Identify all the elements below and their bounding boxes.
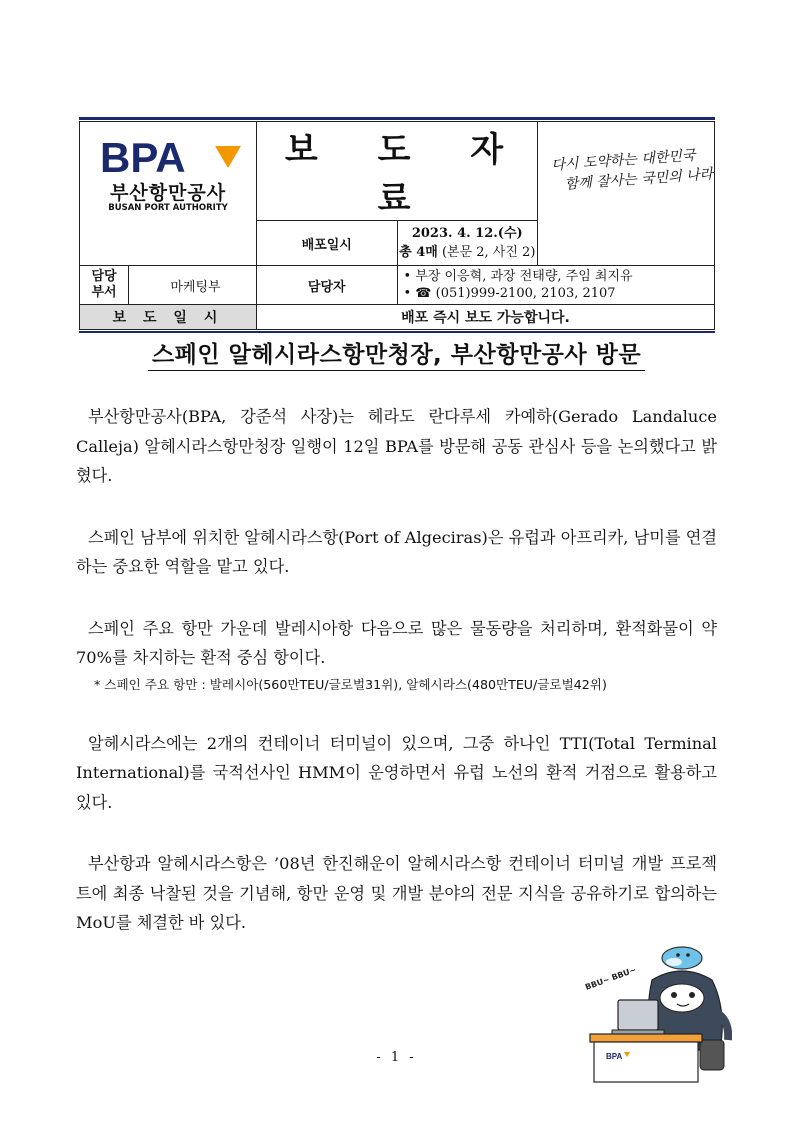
desk-logo: BPA: [606, 1052, 623, 1061]
paragraph-1: 부산항만공사(BPA, 강준석 사장)는 헤라도 란다루세 카예하(Gerado Landaluce Calleja) 알헤시라스항만청장 일행이 12일 BPA를 방문해 공동 관심사 등을 논의했다고 밝혔다.: [76, 407, 717, 485]
page-number: - 1 -: [376, 1050, 417, 1065]
article-body: [76, 402, 717, 938]
dept-value: 마케팅부: [170, 279, 221, 295]
page-detail: (본문 2, 사진 2): [441, 245, 536, 260]
paragraph-2: 스페인 남부에 위치한 알헤시라스항(Port of Algeciras)은 유럽과 아프리카, 남미를 연결하는 중요한 역할을 맡고 있다.: [76, 527, 717, 576]
slogan-cell: [538, 122, 715, 266]
contact-phone: • ☎ (051)999-2100, 2103, 2107: [403, 286, 616, 301]
logo-cell: [80, 122, 257, 266]
contact-label: 담당자: [257, 266, 398, 305]
logo-korean-name: 부산항만공사: [109, 182, 227, 204]
contact-people: • 부장 이응혁, 과장 전태량, 주임 최지유: [403, 269, 633, 284]
dept-row-cell: [80, 266, 257, 305]
logo-english-name: BUSAN PORT AUTHORITY: [108, 203, 228, 213]
headline: [0, 336, 793, 369]
press-release-header: [79, 117, 715, 333]
header-top-rule: [79, 117, 715, 120]
headline-text: 스페인 알헤시라스항만청장, 부산항만공사 방문: [148, 342, 645, 371]
logo-text: BPA: [100, 138, 186, 178]
dist-date-cell: [397, 221, 538, 266]
paragraph-3: 스페인 주요 항만 가운데 발레시아항 다음으로 많은 물동량을 처리하며, 환적화물이 약 70%를 차지하는 환적 중심 항이다.: [76, 618, 717, 667]
header-bottom-rule: [79, 331, 715, 333]
bpa-mascot-illustration: [582, 940, 732, 1090]
slogan-line-2: 함께 잘사는 국민의 나라: [564, 166, 714, 193]
paragraph-5: 부산항과 알헤시라스항은 ’08년 한진해운이 알헤시라스항 컨테이너 터미널 개발 프로젝트에 최종 낙찰된 것을 기념해, 항만 운영 및 개발 분야의 전문 지식을 공유하기로 합의하는 MoU를 체결한 바 있다.: [76, 854, 717, 932]
dist-date-label: 배포일시: [257, 221, 398, 266]
footnote: * 스페인 주요 항만 : 발레시아(560만TEU/글로벌31위), 알헤시라스(480만TEU/글로벌42위): [94, 676, 607, 692]
page-count: 총 4매: [399, 245, 438, 260]
government-slogan: [551, 144, 714, 195]
bpa-logo-icon: [100, 138, 243, 178]
report-date-label: 보 도 일 시: [80, 305, 257, 330]
dept-label: 담당 부서: [80, 266, 129, 304]
dist-date-value: 2023. 4. 12.(수): [411, 226, 523, 241]
slogan-line-1: 다시 도약하는 대한민국: [550, 147, 696, 174]
header-table: [79, 121, 715, 330]
mascot-speech: BBU~ BBU~: [583, 965, 638, 992]
report-date-value: 배포 즉시 보도 가능합니다.: [257, 305, 715, 330]
contact-cell: [397, 266, 715, 305]
paragraph-4: 알헤시라스에는 2개의 컨테이너 터미널이 있으며, 그중 하나인 TTI(Total Terminal International)를 국적선사인 HMM이 운영하면서 유럽 노선의 환적 거점으로 활용하고 있다.: [76, 733, 717, 812]
doc-title: 보 도 자 료: [257, 122, 538, 221]
